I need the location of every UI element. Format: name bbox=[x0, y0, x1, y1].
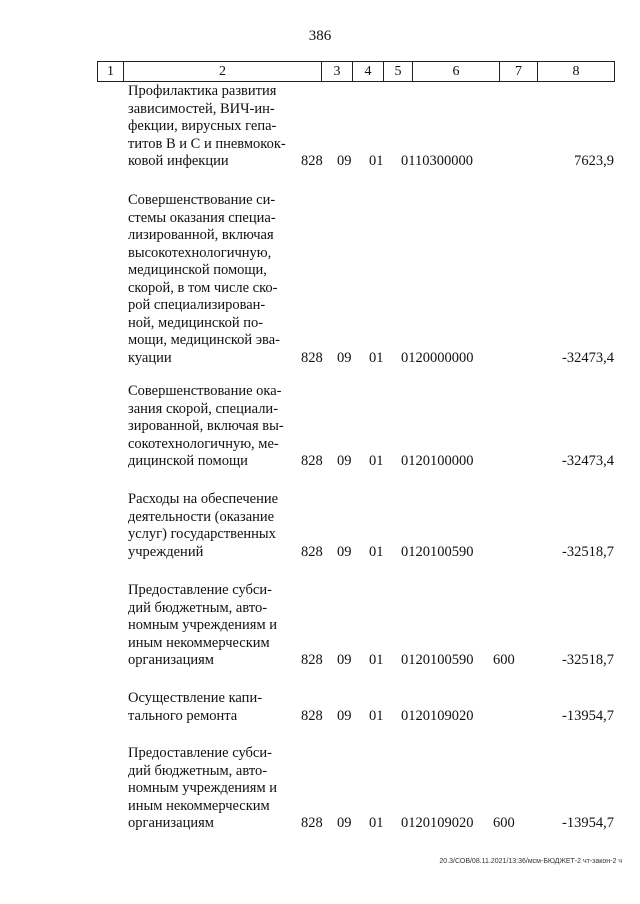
cell-col-6: 0120100000 bbox=[401, 453, 474, 469]
description-line: иным некоммерческим bbox=[128, 634, 270, 651]
cell-col-4: 09 bbox=[337, 153, 352, 169]
description-line: Профилактика развития bbox=[128, 83, 277, 99]
cell-col-7: 600 bbox=[493, 815, 515, 831]
cell-col-5: 01 bbox=[369, 815, 384, 831]
table-header bbox=[97, 61, 615, 82]
description-line: Совершенствование си- bbox=[128, 192, 276, 208]
cell-col-6: 0120109020 bbox=[401, 707, 474, 724]
description-line: Предоставление субси- bbox=[128, 745, 272, 761]
cell-col-3: 828 bbox=[301, 153, 323, 169]
table-row bbox=[0, 192, 640, 367]
description-line: организациям bbox=[128, 652, 214, 668]
cell-col-8: -13954,7 bbox=[562, 707, 614, 724]
description-line: рой специализирован- bbox=[128, 297, 266, 313]
footer-stamp: 20.3/СОВ/08.11.2021/13:36/мсм-БЮДЖЕТ-2 чт-закон-2 ч bbox=[439, 858, 622, 865]
description-line: стемы оказания специа- bbox=[128, 209, 276, 226]
table-row bbox=[0, 745, 640, 833]
description-line: номным учреждениям и bbox=[128, 617, 278, 633]
description-line: медицинской помощи, bbox=[128, 262, 267, 278]
table-row bbox=[0, 83, 640, 171]
description-line: зания скорой, специали- bbox=[128, 400, 279, 417]
table-row bbox=[0, 690, 640, 725]
cell-col-5: 01 bbox=[369, 153, 384, 169]
description-line: учреждений bbox=[128, 543, 204, 560]
cell-col-6: 0120100590 bbox=[401, 652, 474, 668]
cell-col-5: 01 bbox=[369, 707, 384, 724]
column-header-1: 1 bbox=[98, 62, 124, 81]
column-header-6: 6 bbox=[413, 62, 500, 81]
description-line: услуг) государственных bbox=[128, 526, 276, 542]
cell-col-7: 600 bbox=[493, 652, 515, 668]
table-row bbox=[0, 491, 640, 561]
description-line: титов В и С и пневмокок- bbox=[128, 135, 286, 152]
column-header-2: 2 bbox=[124, 62, 322, 81]
page-number: 386 bbox=[308, 28, 332, 44]
column-header-7: 7 bbox=[500, 62, 538, 81]
description-line: иным некоммерческим bbox=[128, 797, 270, 814]
cell-col-4: 09 bbox=[337, 453, 352, 469]
description-line: деятельности (оказание bbox=[128, 508, 275, 525]
cell-col-5: 01 bbox=[369, 543, 384, 560]
row-description bbox=[128, 582, 294, 670]
cell-col-8: -13954,7 bbox=[562, 815, 614, 831]
cell-col-8: -32473,4 bbox=[562, 453, 614, 469]
row-description bbox=[128, 383, 294, 471]
cell-col-6: 0120000000 bbox=[401, 349, 474, 366]
cell-col-3: 828 bbox=[301, 815, 323, 831]
description-line: Совершенствование ока- bbox=[128, 383, 282, 399]
description-line: скорой, в том числе ско- bbox=[128, 279, 278, 296]
cell-col-3: 828 bbox=[301, 543, 323, 560]
description-line: лизированной, включая bbox=[128, 227, 274, 243]
description-line: дий бюджетным, авто- bbox=[128, 762, 268, 779]
table-row bbox=[0, 383, 640, 471]
description-line: высокотехнологичную, bbox=[128, 244, 272, 261]
description-line: дий бюджетным, авто- bbox=[128, 599, 268, 616]
description-line: Осуществление капи- bbox=[128, 690, 263, 706]
cell-col-4: 09 bbox=[337, 815, 352, 831]
cell-col-4: 09 bbox=[337, 707, 352, 724]
description-line: Расходы на обеспечение bbox=[128, 491, 279, 507]
description-line: куации bbox=[128, 349, 172, 366]
description-line: Предоставление субси- bbox=[128, 582, 272, 598]
description-line: номным учреждениям и bbox=[128, 780, 278, 796]
description-line: организациям bbox=[128, 815, 214, 831]
description-line: зированной, включая вы- bbox=[128, 418, 284, 434]
cell-col-3: 828 bbox=[301, 652, 323, 668]
cell-col-6: 0120109020 bbox=[401, 815, 474, 831]
cell-col-4: 09 bbox=[337, 543, 352, 560]
cell-col-3: 828 bbox=[301, 349, 323, 366]
description-line: мощи, медицинской эва- bbox=[128, 332, 280, 348]
cell-col-5: 01 bbox=[369, 453, 384, 469]
column-header-3: 3 bbox=[322, 62, 353, 81]
cell-col-8: -32518,7 bbox=[562, 543, 614, 560]
cell-col-8: -32473,4 bbox=[562, 349, 614, 366]
cell-col-4: 09 bbox=[337, 349, 352, 366]
description-line: зависимостей, ВИЧ-ин- bbox=[128, 100, 275, 117]
cell-col-6: 0120100590 bbox=[401, 543, 474, 560]
description-line: ной, медицинской по- bbox=[128, 314, 264, 331]
cell-col-3: 828 bbox=[301, 453, 323, 469]
description-line: ковой инфекции bbox=[128, 153, 229, 169]
description-line: тального ремонта bbox=[128, 707, 238, 724]
row-description bbox=[128, 745, 294, 833]
cell-col-8: 7623,9 bbox=[574, 153, 614, 169]
column-header-8: 8 bbox=[572, 64, 580, 79]
cell-col-3: 828 bbox=[301, 707, 323, 724]
description-line: дицинской помощи bbox=[128, 453, 248, 469]
cell-col-8: -32518,7 bbox=[562, 652, 614, 668]
row-description bbox=[128, 83, 294, 171]
cell-col-5: 01 bbox=[369, 652, 384, 668]
cell-col-4: 09 bbox=[337, 652, 352, 668]
cell-col-5: 01 bbox=[369, 349, 384, 366]
row-description bbox=[128, 690, 294, 725]
table-row bbox=[0, 582, 640, 670]
row-description bbox=[128, 192, 294, 367]
description-line: сокотехнологичную, ме- bbox=[128, 435, 279, 452]
column-header-5: 5 bbox=[384, 62, 413, 81]
row-description bbox=[128, 491, 294, 561]
column-header-4: 4 bbox=[353, 62, 384, 81]
cell-col-6: 0110300000 bbox=[401, 153, 473, 169]
description-line: фекции, вирусных гепа- bbox=[128, 118, 277, 134]
